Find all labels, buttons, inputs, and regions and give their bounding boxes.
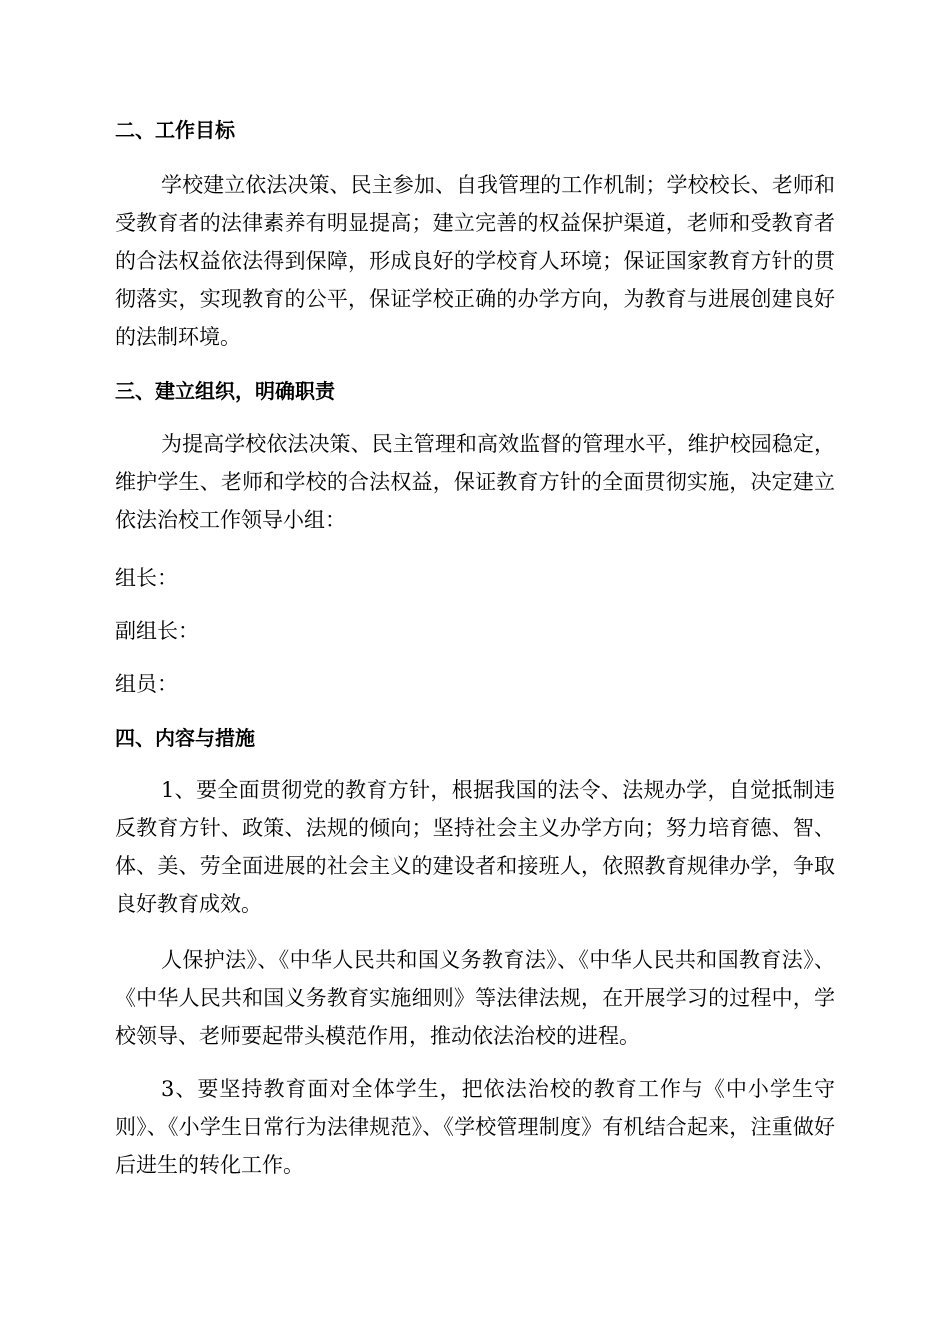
paragraph-work-goals: 学校建立依法决策、民主参加、自我管理的工作机制；学校校长、老师和受教育者的法律素养有明显提高；建立完善的权益保护渠道，老师和受教育者的合法权益依法得到保障，形成良好的学校育人环境；保证国家教育方针的贯彻落实，实现教育的公平，保证学校正确的办学方向，为教育与进展创建良好的法制环境。 [115,173,835,349]
heading-work-goals: 二、工作目标 [115,118,235,142]
paragraph-measure-3: 3、要坚持教育面对全体学生，把依法治校的教育工作与《中小学生守则》、《小学生日常行为法律规范》、《学校管理制度》有机结合起来，注重做好后进生的转化工作。 [115,1077,835,1177]
label-deputy-leader: 副组长： [115,619,199,643]
label-leader: 组长： [115,566,178,590]
heading-measures: 四、内容与措施 [115,726,255,750]
label-members: 组员： [115,672,178,696]
paragraph-measure-2: 人保护法》、《中华人民共和国义务教育法》、《中华人民共和国教育法》、《中华人民共和国义务教育实施细则》等法律法规，在开展学习的过程中，学校领导、老师要起带头模范作用，推动依法治校的进程。 [115,948,835,1048]
paragraph-measure-1: 1、要全面贯彻党的教育方针，根据我国的法令、法规办学，自觉抵制违反教育方针、政策、法规的倾向；坚持社会主义办学方向；努力培育德、智、体、美、劳全面进展的社会主义的建设者和接班人，依照教育规律办学，争取良好教育成效。 [115,778,835,916]
heading-organization: 三、建立组织，明确职责 [115,379,335,403]
paragraph-organization: 为提高学校依法决策、民主管理和高效监督的管理水平，维护校园稳定，维护学生、老师和学校的合法权益，保证教育方针的全面贯彻实施，决定建立依法治校工作领导小组： [115,432,835,532]
